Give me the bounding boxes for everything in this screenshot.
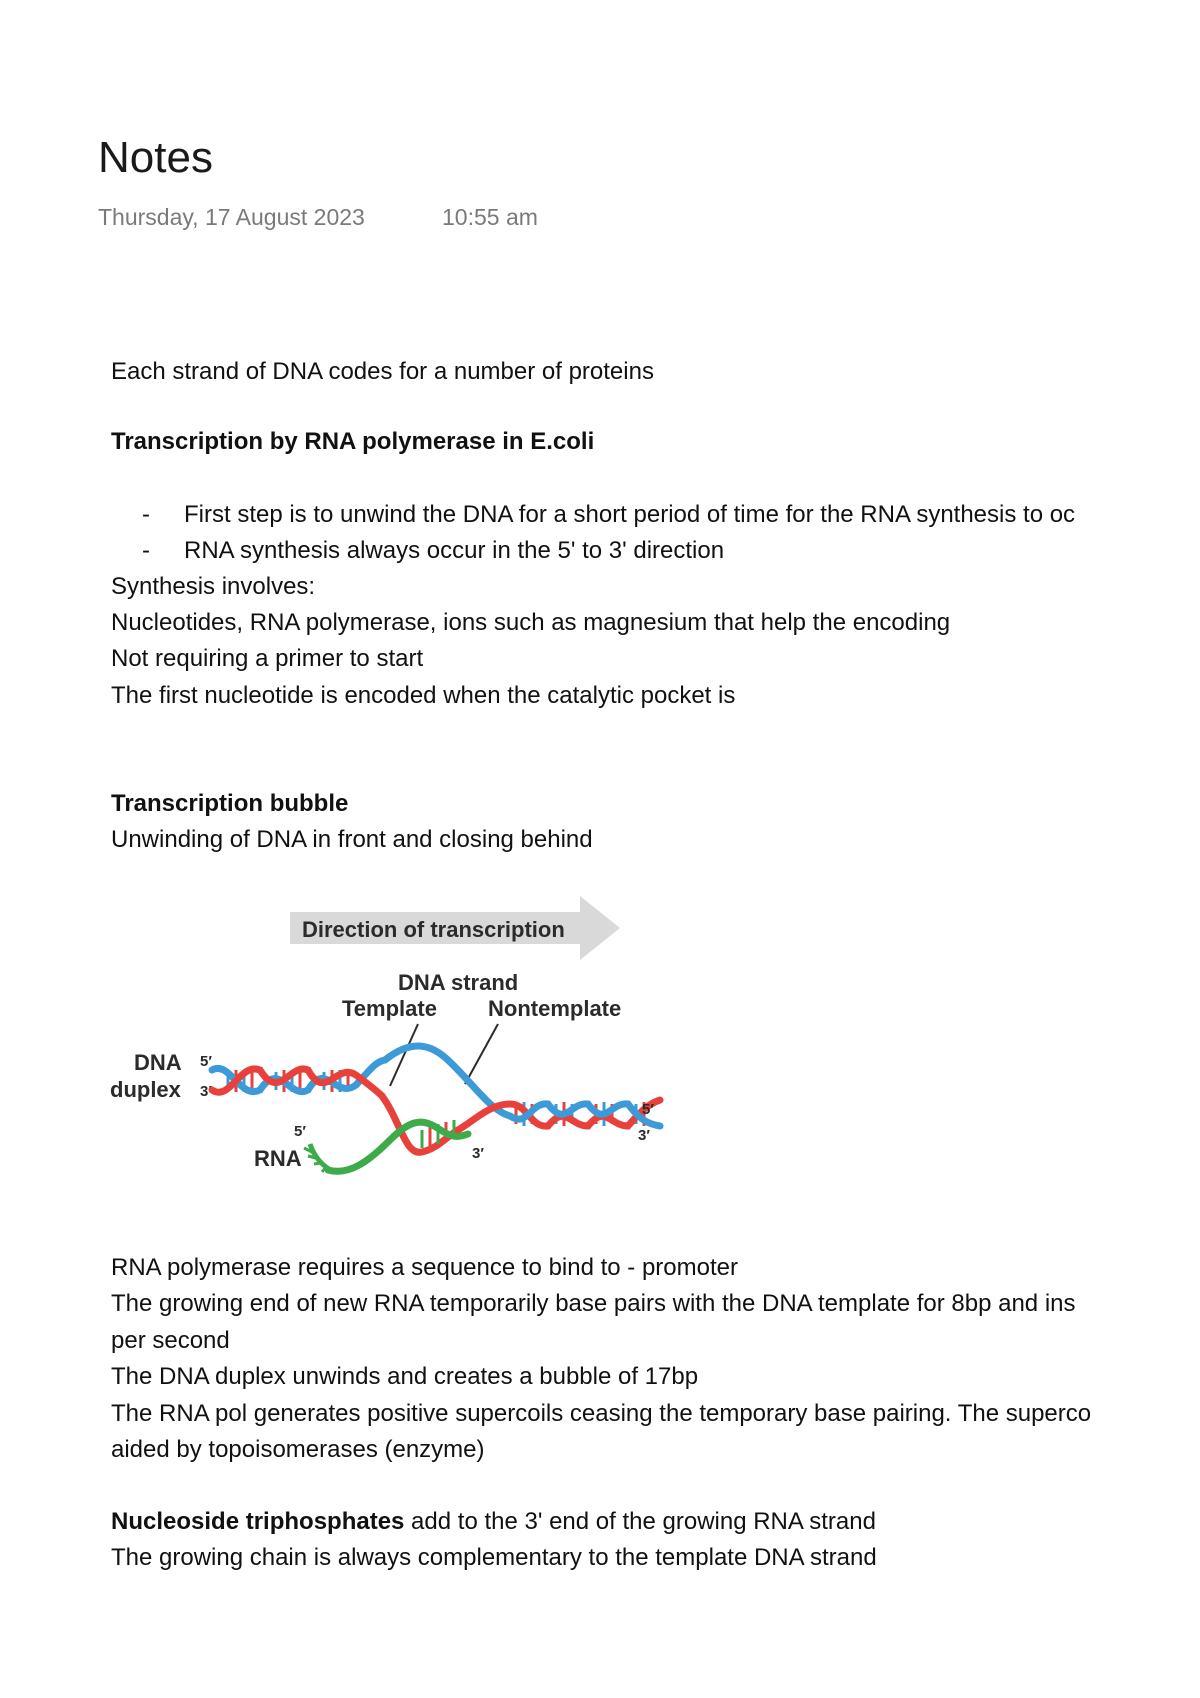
five-prime-right: 5′ [642,1101,654,1118]
text-line: RNA polymerase requires a sequence to bind to - promoter [111,1254,738,1281]
bullet-item: First step is to unwind the DNA for a short period of time for the RNA synthesis to oc [184,501,1076,528]
section-heading-transcription: Transcription by RNA polymerase in E.coli [111,428,595,455]
note-date: Thursday, 17 August 2023 [98,204,365,230]
nontemplate-label: Nontemplate [488,996,622,1021]
text-line: The DNA duplex unwinds and creates a bubble of 17bp [111,1363,699,1390]
bullet-marker: - [142,537,150,564]
nucleoside-rest: add to the 3' end of the growing RNA strand [404,1508,876,1535]
text-line: Not requiring a primer to start [111,645,424,672]
transcription-bubble-figure [100,890,740,1190]
text-line: The growing end of new RNA temporarily base pairs with the DNA template for 8bp and ins [111,1290,1076,1317]
intro-text: Each strand of DNA codes for a number of proteins [111,358,654,385]
three-prime-right: 3′ [638,1127,650,1144]
text-line: The first nucleotide is encoded when the catalytic pocket is [111,682,736,709]
transcription-diagram [100,890,740,1190]
duplex-label: duplex [110,1077,181,1102]
text-line: The growing chain is always complementary to the template DNA strand [111,1544,877,1571]
five-prime-left: 5′ [200,1053,212,1070]
text-line: The RNA pol generates positive supercoils ceasing the temporary base pairing. The superco [111,1400,1092,1427]
note-time: 10:55 am [442,204,538,230]
text-line: per second [111,1327,230,1354]
nontemplate-pointer-line [465,1024,498,1084]
nucleoside-bold-term: Nucleoside triphosphates [111,1508,405,1535]
nucleoside-line [111,1508,876,1537]
template-label: Template [342,996,437,1021]
text-line: Synthesis involves: [111,573,316,600]
dna-strand-label: DNA strand [398,970,519,995]
section-heading-bubble: Transcription bubble [111,790,349,817]
text-line: aided by topoisomerases (enzyme) [111,1436,485,1463]
text-line: Nucleotides, RNA polymerase, ions such as magnesium that help the encoding [111,609,951,636]
three-prime-rna: 3′ [472,1145,484,1162]
page-title: Notes [98,133,213,182]
bullet-item: RNA synthesis always occur in the 5' to 3' direction [184,537,725,564]
three-prime-left: 3′ [200,1083,212,1100]
section-subtitle: Unwinding of DNA in front and closing behind [111,826,593,853]
direction-label: Direction of transcription [302,917,565,942]
five-prime-rna: 5′ [294,1123,306,1140]
bullet-marker: - [142,501,150,528]
rna-label: RNA [254,1146,302,1171]
dna-label: DNA [134,1050,182,1075]
